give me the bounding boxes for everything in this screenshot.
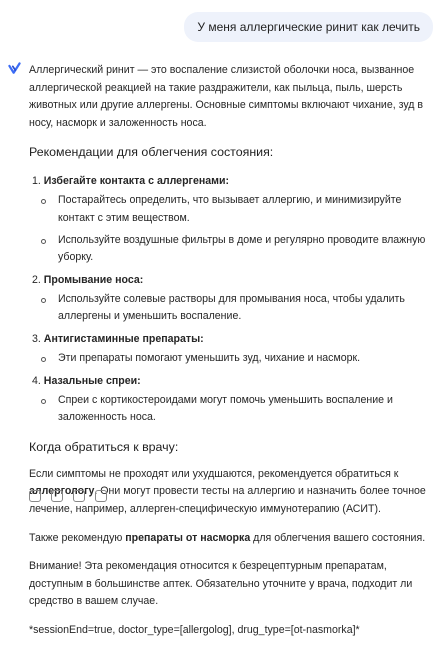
thumbs-up-icon[interactable] [73, 490, 85, 502]
regenerate-icon[interactable] [51, 490, 63, 502]
list-item: Спреи с кортикостероидами могут помочь уменьшить воспаление и заложенность носа. [41, 392, 433, 427]
doctor-text: Если симптомы не проходят или ухудшаются, рекомендуется обратиться к [29, 467, 399, 480]
item-title: Промывание носа: [43, 273, 144, 286]
list-item: Используйте солевые растворы для промывания носа, чтобы удалить аллергены и уменьшить воспаление. [41, 291, 433, 326]
item-title: Антигистаминные препараты: [43, 332, 204, 345]
also-paragraph [29, 530, 433, 548]
assistant-answer [29, 62, 433, 650]
doctor-type-bold: аллергологу [29, 485, 95, 498]
also-text-end: для облегчения вашего состояния. [250, 531, 426, 544]
message-actions [29, 490, 107, 502]
recommendations-list [29, 172, 433, 426]
warning-paragraph: Внимание! Эта рекомендация относится к безрецептурным препаратам, доступным в большинстве аптек. Обязательно уточните у врача, подходит ли средство в вашем случае. [29, 560, 413, 608]
thumbs-down-icon[interactable] [95, 490, 107, 502]
assistant-logo-icon [6, 60, 23, 77]
item-number: 4. [32, 374, 41, 387]
list-item [29, 372, 433, 427]
item-title: Назальные спреи: [43, 374, 141, 387]
user-message-bubble: У меня аллергические ринит как лечить [184, 12, 433, 42]
doctor-heading: Когда обратиться к врачу: [29, 439, 179, 454]
copy-icon[interactable] [29, 490, 41, 502]
list-item: Используйте воздушные фильтры в доме и регулярно проводите влажную уборку. [41, 232, 433, 267]
list-item [29, 330, 433, 368]
answer-intro: Аллергический ринит — это воспаление слизистой оболочки носа, вызванное аллергической реакцией на такие раздражители, как пыльца, пыль, шерсть животных или другие аллергены. Основные симптомы включают чихание, зуд в носу, насморк и заложенность носа. [29, 64, 424, 129]
list-item: Эти препараты помогают уменьшить зуд, чихание и насморк. [41, 350, 433, 368]
list-item [29, 271, 433, 326]
drug-type-bold: препараты от насморка [125, 531, 251, 544]
list-item: Постарайтесь определить, что вызывает аллергию, и минимизируйте контакт с этим веществом. [41, 192, 433, 227]
session-meta: *sessionEnd=true, doctor_type=[allergolog], drug_type=[ot-nasmorka]* [29, 623, 360, 636]
doctor-text-end: . Они могут провести тесты на аллергию и назначить более точное лечение, например, аллерген-специфическую иммунотерапию (АСИТ). [29, 485, 426, 515]
also-text: Также рекомендую [29, 531, 126, 544]
item-number: 1. [32, 175, 41, 188]
item-title: Избегайте контакта с аллергенами: [43, 175, 230, 188]
item-number: 2. [32, 273, 41, 286]
item-number: 3. [32, 332, 41, 345]
recommendations-heading: Рекомендации для облегчения состояния: [29, 145, 274, 160]
list-item [29, 172, 433, 266]
